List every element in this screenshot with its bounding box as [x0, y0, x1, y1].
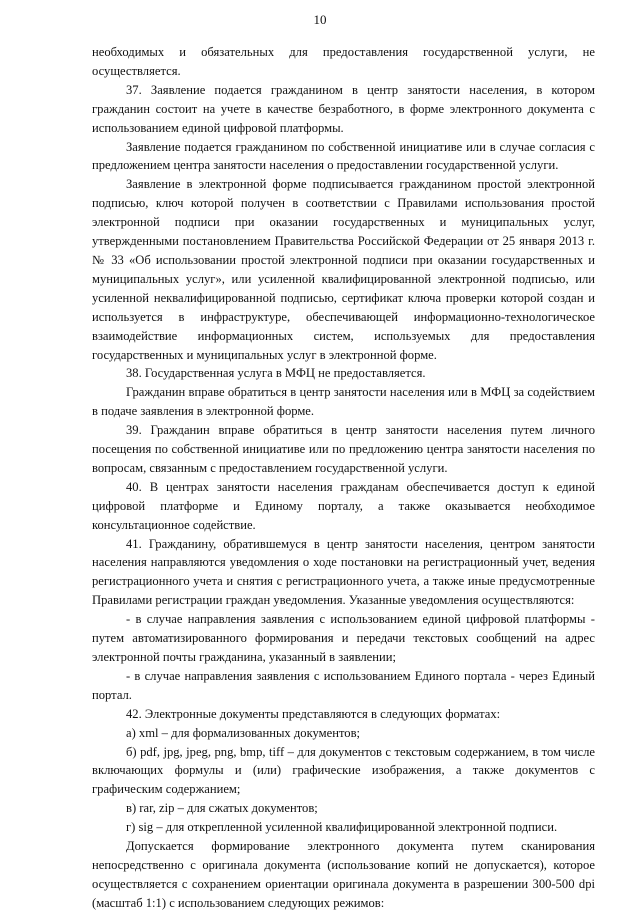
paragraph-mfc-assistance: Гражданин вправе обратиться в центр занятости населения или в МФЦ за содействием в подаче заявления в электронной форме.	[92, 385, 595, 419]
page-number: 10	[313, 12, 327, 27]
list-item-signature: г) sig – для открепленной усиленной квалифицированной электронной подписи.	[126, 820, 558, 835]
paragraph-electronic-signature: Заявление в электронной форме подписывается гражданином простой электронной подписью, ключ которой получен в соответствии с Правилами использования простой электронной подписи при оказании государственных и муниципальных услуг, утвержденными постановлением Правительства Российской Федерации от 25 января 2013 г. № 33 «Об использовании простой электронной подписи при оказании государственных и муниципальных услуг», или усиленной квалифицированной электронной подписью, или усиленной неквалифицированной подписью, сертификат ключа проверки которой создан и используется в инфраструктуре, обеспечивающей информационно-технологическое взаимодействие информационных систем, используемых для предоставления государственных и муниципальных услуг в электронной форме.	[92, 177, 595, 362]
paragraph-continuation: необходимых и обязательных для предоставления государственной услуги, не осуществляется.	[92, 45, 595, 78]
list-item-portal-notification: - в случае направления заявления с использованием Единого портала - через Единый портал.	[92, 668, 595, 702]
paragraph-application-consent: Заявление подается гражданином по собственной инициативе или в случае согласия с предложением центра занятости населения о предоставлении государственной услуги.	[92, 139, 595, 173]
paragraph-41: 41. Гражданину, обратившемуся в центр занятости населения, центром занятости населения направляются уведомления о ходе постановки на регистрационный учет, ведения регистрационного учета и снятия с регистрационного учета, а также иные предусмотренные Правилами регистрации граждан уведомления. Указанные уведомления осуществляются:	[92, 536, 595, 608]
paragraph-40: 40. В центрах занятости населения гражданам обеспечивается доступ к единой цифровой платформе и Единому порталу, а также оказывается необходимое консультационное содействие.	[92, 479, 595, 532]
list-item-archives: в) rar, zip – для сжатых документов;	[126, 801, 318, 816]
paragraph-scanning: Допускается формирование электронного документа путем сканирования непосредственно с оригинала документа (использование копий не допускается), которое осуществляется с сохранением ориентации оригинала документа в разрешении 300-500 dpi (масштаб 1:1) с использованием следующих режимов:	[92, 839, 595, 910]
paragraph-38: 38. Государственная услуга в МФЦ не предоставляется.	[126, 366, 426, 381]
list-item-platform-notification: - в случае направления заявления с использованием единой цифровой платформы - путем автоматизированного формирования и передачи текстовых сообщений на адрес электронной почты гражданина, указанный в заявлении;	[92, 612, 595, 664]
list-item-images: б) pdf, jpg, jpeg, png, bmp, tiff – для документов с текстовым содержанием, в том числе включающих формулы и (или) графические изображения, а также документов с графическим содержанием;	[92, 744, 595, 797]
paragraph-39: 39. Гражданин вправе обратиться в центр занятости населения путем личного посещения по собственной инициативе или по предложению центра занятости населения по вопросам, связанным с предоставлением государственной услуги.	[92, 423, 595, 475]
document-body	[92, 43, 595, 913]
paragraph-42: 42. Электронные документы представляются в следующих форматах:	[126, 706, 501, 721]
list-item-xml: а) xml – для формализованных документов;	[126, 725, 361, 740]
paragraph-37: 37. Заявление подается гражданином в центр занятости населения, в котором гражданин состоит на учете в качестве безработного, в форме электронного документа с использованием единой цифровой платформы.	[92, 82, 595, 135]
